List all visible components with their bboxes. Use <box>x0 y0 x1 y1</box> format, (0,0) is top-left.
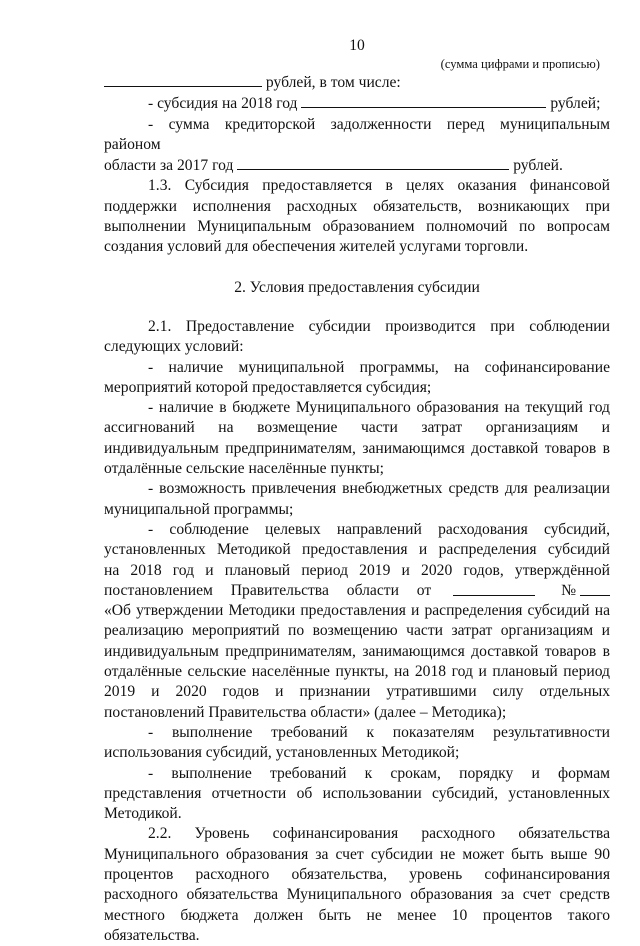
debt-line-1: - сумма кредиторской задолженности перед муниципальным районом <box>104 115 610 153</box>
amount-line-text: рублей, в том числе: <box>265 74 401 91</box>
document-page <box>104 36 610 946</box>
debt-line-2-prefix: области за 2017 год <box>104 157 234 175</box>
resolution-number-sign: № <box>561 581 576 599</box>
subsidy-2018-blank <box>301 93 546 108</box>
resolution-date-blank <box>453 581 535 596</box>
resolution-number-blank <box>580 581 610 596</box>
condition-compliance-rest: «Об утверждении Методики предоставления и распределения субсидий на реализацию мероприятий по возмещению части затрат организациям и индивидуальным предпринимателям, занимающимся доставкой товаров в отдалённые сельские населённые пункты, на 2018 год и плановый период 2019 и 2020 годов и признании утратившими силу отдельных постановлений Правительства области» (далее – Методика); <box>104 602 610 721</box>
condition-budget: - наличие в бюджете Муниципального образования на текущий год ассигнований на возмещение части затрат организациям и индивидуальным предпринимателям, занимающимся доставкой товаров в отдалённые сельские населённые пункты; <box>104 399 610 478</box>
amount-caption: (сумма цифрами и прописью) <box>440 57 600 71</box>
page-number: 10 <box>349 37 365 54</box>
condition-performance: - выполнение требований к показателям результативности использования субсидий, установленных Методикой; <box>104 723 610 762</box>
condition-extrabudget: - возможность привлечения внебюджетных средств для реализации муниципальной программы; <box>104 480 610 518</box>
condition-compliance-line-4 <box>104 581 610 601</box>
amount-line <box>104 72 610 93</box>
condition-compliance-line-2: установленных Методикой предоставления и распределения субсидий <box>104 541 610 559</box>
condition-compliance-line-3: на 2018 год и плановый период 2019 и 2020 годов, утверждённой <box>104 561 610 579</box>
condition-compliance-line-1: - соблюдение целевых направлений расходования субсидий, <box>148 520 610 538</box>
debt-blank <box>237 155 509 170</box>
paragraph-1-3: 1.3. Субсидия предоставляется в целях оказания финансовой поддержки исполнения расходных обязательств, возникающих при выполнении Муниципальным образованием полномочий по вопросам создания условий для обеспечения жителей услугами торговли. <box>104 177 610 256</box>
paragraph-2-2: 2.2. Уровень софинансирования расходного обязательства Муниципального образования за счет субсидии не может быть выше 90 процентов расходного обязательства, уровень софинансирования расходного обязательства Муниципального образования за счет средств местного бюджета должен быть не менее 10 процентов такого обязательства. <box>104 825 610 944</box>
condition-program: - наличие муниципальной программы, на софинансирование мероприятий которой предоставляется субсидия; <box>104 358 610 396</box>
debt-line-2 <box>104 155 610 176</box>
section-2-heading: 2. Условия предоставления субсидии <box>234 278 480 296</box>
paragraph-2-1: 2.1. Предоставление субсидии производится при соблюдении следующих условий: <box>104 317 610 356</box>
subsidy-2018-prefix: - субсидия на 2018 год <box>148 95 298 113</box>
debt-line-2-suffix: рублей. <box>513 157 563 175</box>
condition-reporting: - выполнение требований к срокам, порядку и формам представления отчетности об использовании субсидий, установленных Методикой. <box>104 764 610 823</box>
amount-blank <box>104 72 262 87</box>
subsidy-2018-line <box>104 93 610 114</box>
subsidy-2018-suffix: рублей; <box>550 95 601 113</box>
resolution-prefix: постановлением Правительства области от <box>104 581 432 599</box>
